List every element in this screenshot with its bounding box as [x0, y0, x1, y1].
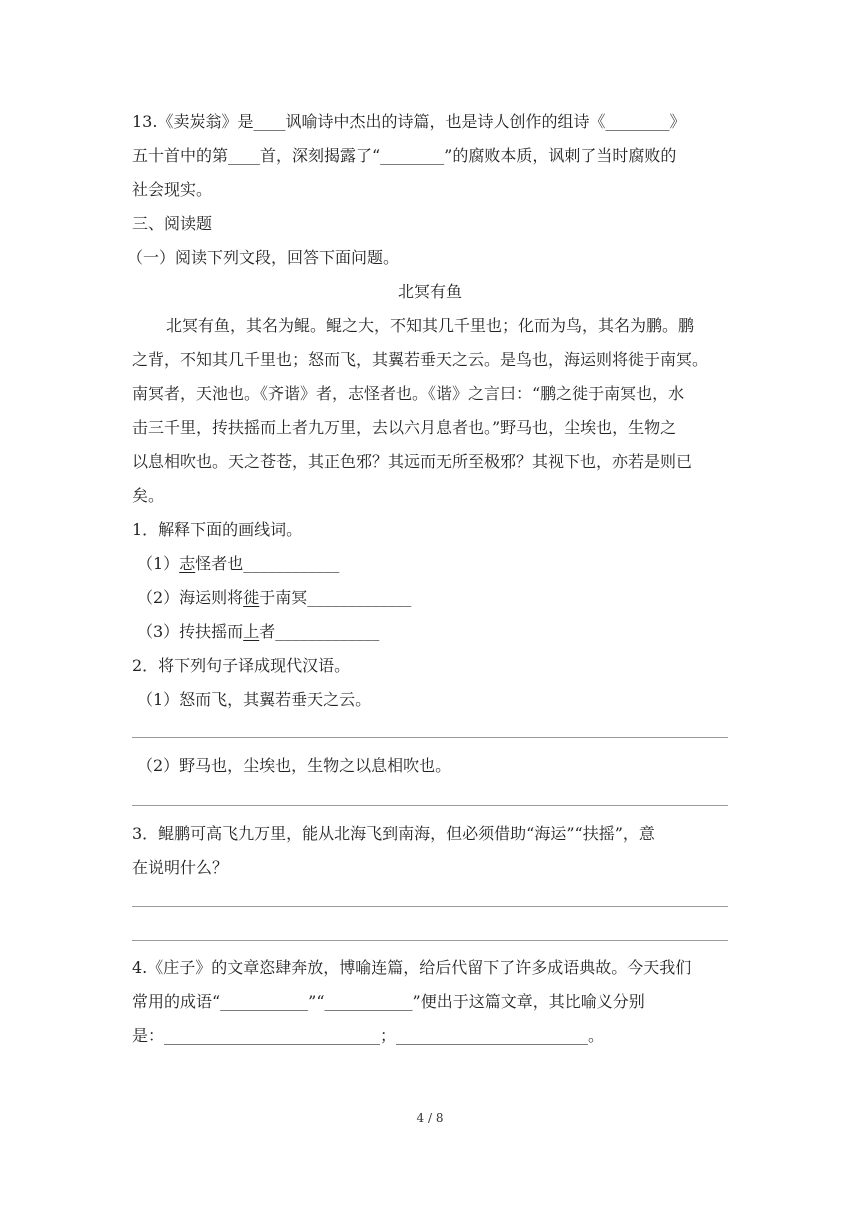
q4-line3: 是：___________________________；________________________。 [132, 1026, 605, 1045]
item-prefix: （3）抟扶摇而 [137, 622, 244, 641]
underlined-word: 志 [179, 554, 196, 573]
q4-line2: 常用的成语“___________”“___________”便出于这篇文章，其比喻义分别 [132, 992, 645, 1011]
answer-line [132, 940, 728, 941]
passage-line: 之背，不知其几千里也；怒而飞，其翼若垂天之云。是鸟也，海运则将徙于南冥。 [132, 350, 709, 369]
section-heading: 三、阅读题 [132, 214, 213, 233]
q1-item [137, 622, 379, 642]
q1-item [137, 588, 411, 608]
part-instruction: （一）阅读下列文段，回答下面问题。 [127, 248, 400, 267]
passage-line: 击三千里，抟扶摇而上者九万里，去以六月息者也。”野马也，尘埃也，生物之 [132, 418, 677, 437]
q1-stem: 1．解释下面的画线词。 [132, 520, 303, 539]
item-rest: 怪者也____________ [195, 554, 340, 573]
passage-line: 矣。 [132, 486, 165, 505]
answer-line [132, 737, 728, 738]
page-number: 4 / 8 [416, 1111, 444, 1125]
underlined-word: 上 [243, 622, 260, 641]
q3-line2: 在说明什么？ [132, 858, 229, 877]
passage-line: 以息相吹也。天之苍苍，其正色邪？其远而无所至极邪？其视下也，亦若是则已 [132, 452, 693, 471]
answer-line [132, 805, 728, 806]
answer-line [132, 906, 728, 907]
q2-stem: 2．将下列句子译成现代汉语。 [132, 656, 351, 675]
q13-line3: 社会现实。 [132, 180, 213, 199]
underlined-word: 徙 [243, 588, 260, 607]
q3-line1: 3．鲲鹏可高飞九万里，能从北海飞到南海，但必须借助“海运”“扶摇”，意 [132, 824, 655, 843]
item-prefix: （2）海运则将 [137, 588, 244, 607]
item-prefix: （1） [137, 554, 180, 573]
passage-title: 北冥有鱼 [397, 282, 462, 301]
item-rest: 于南冥_____________ [259, 588, 412, 607]
item-rest: 者_____________ [259, 622, 380, 641]
q1-item [137, 554, 339, 574]
q13-line2: 五十首中的第____首，深刻揭露了“________”的腐败本质，讽刺了当时腐败的 [132, 146, 677, 165]
q13-line1: 13.《卖炭翁》是____讽喻诗中杰出的诗篇，也是诗人创作的组诗《________》 [132, 112, 686, 131]
q4-line1: 4.《庄子》的文章恣肆奔放，博喻连篇，给后代留下了许多成语典故。今天我们 [132, 958, 692, 977]
passage-line: 南冥者，天池也。《齐谐》者，志怪者也。《谐》之言曰：“鹏之徙于南冥也，水 [132, 384, 685, 403]
q2-sentence-1: （1）怒而飞，其翼若垂天之云。 [137, 690, 372, 709]
passage-line: 北冥有鱼，其名为鲲。鲲之大，不知其几千里也；化而为鸟，其名为鹏。鹏 [166, 316, 695, 335]
q2-sentence-2: （2）野马也，尘埃也，生物之以息相吹也。 [137, 756, 452, 775]
